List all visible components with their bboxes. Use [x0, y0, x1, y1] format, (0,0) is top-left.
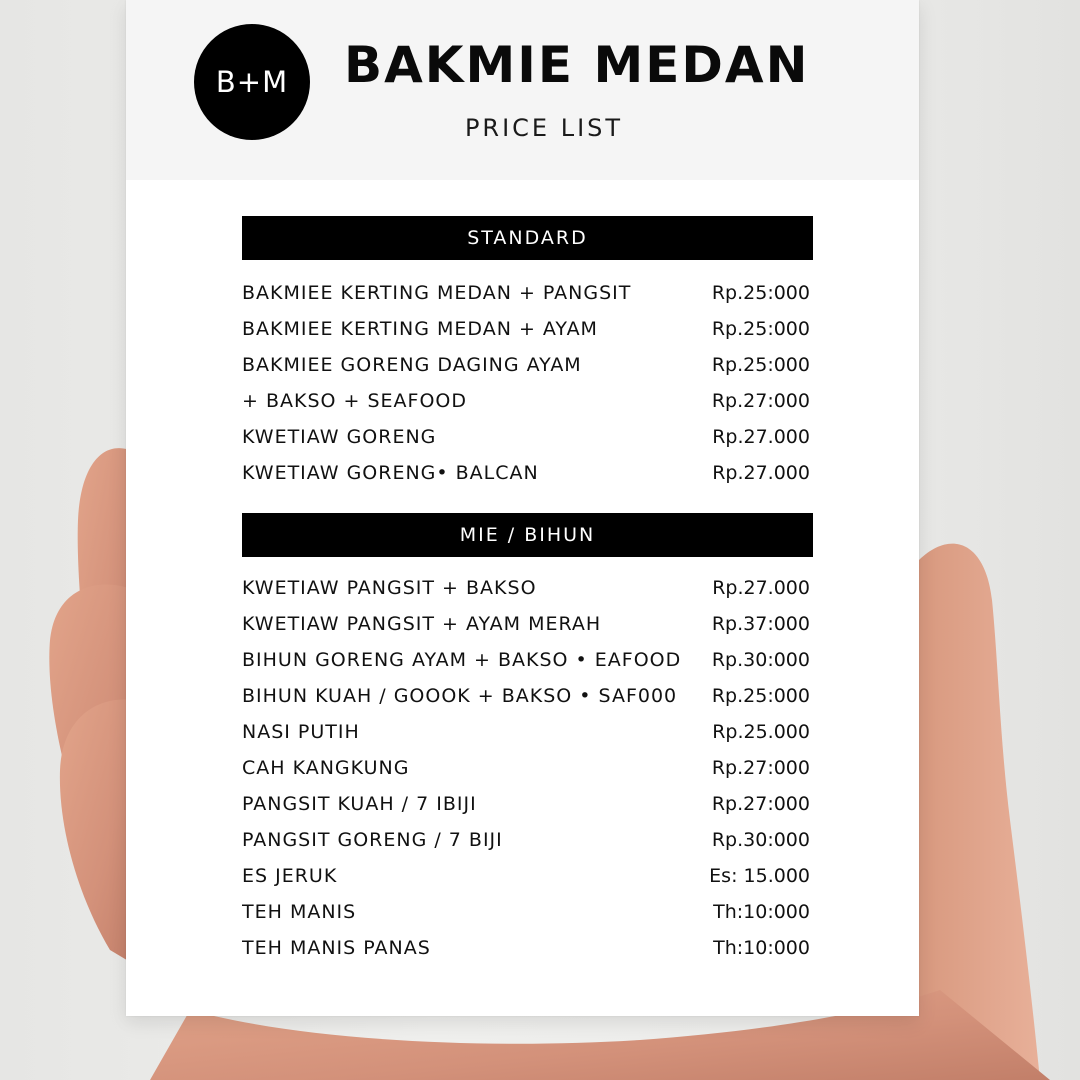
item-price: Rp.37:000 — [711, 613, 810, 635]
section-heading-standard — [242, 216, 813, 260]
menu-item — [242, 606, 810, 642]
item-price: Rp.27.000 — [712, 426, 810, 448]
item-price: Rp.25:000 — [711, 354, 810, 376]
section-heading-label: MIE / BIHUN — [459, 524, 596, 546]
mie-bihun-item-list — [242, 570, 810, 966]
section-heading-mie-bihun — [242, 513, 813, 557]
menu-item — [242, 822, 810, 858]
item-name: BAKMIEE KERTING MEDAN + PANGSIT — [242, 282, 632, 304]
item-price: Rp.27.000 — [712, 577, 810, 599]
menu-item — [242, 642, 810, 678]
section-heading-label: STANDARD — [467, 227, 588, 249]
item-price: Rp.25.000 — [712, 721, 810, 743]
logo-text: B+M — [215, 65, 289, 99]
menu-item — [242, 347, 810, 383]
item-name: BAKMIEE KERTING MEDAN + AYAM — [242, 318, 598, 340]
menu-item — [242, 786, 810, 822]
item-price: Rp.27:000 — [711, 793, 810, 815]
item-name: TEH MANIS — [242, 901, 357, 923]
item-price: Rp.27.000 — [712, 462, 810, 484]
item-name: KWETIAW GORENG• BALCAN — [242, 462, 539, 484]
item-price: Rp.30:000 — [711, 649, 810, 671]
menu-item — [242, 570, 810, 606]
item-name: KWETIAW GORENG — [242, 426, 437, 448]
brand-title: BAKMIE MEDAN — [344, 36, 810, 94]
menu-item — [242, 714, 810, 750]
item-name: ES JERUK — [242, 865, 338, 887]
item-name: KWETIAW PANGSIT + BAKSO — [242, 577, 537, 599]
item-price: Rp.25:000 — [711, 318, 810, 340]
menu-item — [242, 678, 810, 714]
menu-item — [242, 311, 810, 347]
item-price: Rp.27:000 — [711, 390, 810, 412]
brand-logo — [194, 24, 310, 140]
item-name: CAH KANGKUNG — [242, 757, 410, 779]
item-price: Th:10:000 — [713, 901, 810, 923]
menu-item — [242, 383, 810, 419]
item-name: NASI PUTIH — [242, 721, 360, 743]
item-name: KWETIAW PANGSIT + AYAM MERAH — [242, 613, 602, 635]
sheet-header — [126, 0, 919, 180]
item-name: + BAKSO + SEAFOOD — [242, 390, 467, 412]
item-price: Rp.25:000 — [711, 282, 810, 304]
item-name: BIHUN KUAH / GOOOK + BAKSO • SAF000 — [242, 685, 678, 707]
menu-item — [242, 419, 810, 455]
item-name: PANGSIT KUAH / 7 IBIJI — [242, 793, 477, 815]
menu-item — [242, 858, 810, 894]
price-list-subtitle: PRICE LIST — [464, 114, 624, 142]
item-name: BAKMIEE GORENG DAGING AYAM — [242, 354, 582, 376]
item-name: TEH MANIS PANAS — [242, 937, 431, 959]
menu-item — [242, 455, 810, 491]
standard-item-list — [242, 275, 810, 491]
item-name: PANGSIT GORENG / 7 BIJI — [242, 829, 503, 851]
item-price: Es: 15.000 — [709, 865, 810, 887]
item-price: Rp.30:000 — [711, 829, 810, 851]
menu-item — [242, 930, 810, 966]
item-price: Rp.27:000 — [711, 757, 810, 779]
item-price: Th:10:000 — [713, 937, 810, 959]
item-name: BIHUN GORENG AYAM + BAKSO • EAFOOD — [242, 649, 682, 671]
menu-item — [242, 750, 810, 786]
price-list-sheet — [126, 0, 919, 1016]
item-price: Rp.25:000 — [711, 685, 810, 707]
menu-item — [242, 275, 810, 311]
menu-item — [242, 894, 810, 930]
